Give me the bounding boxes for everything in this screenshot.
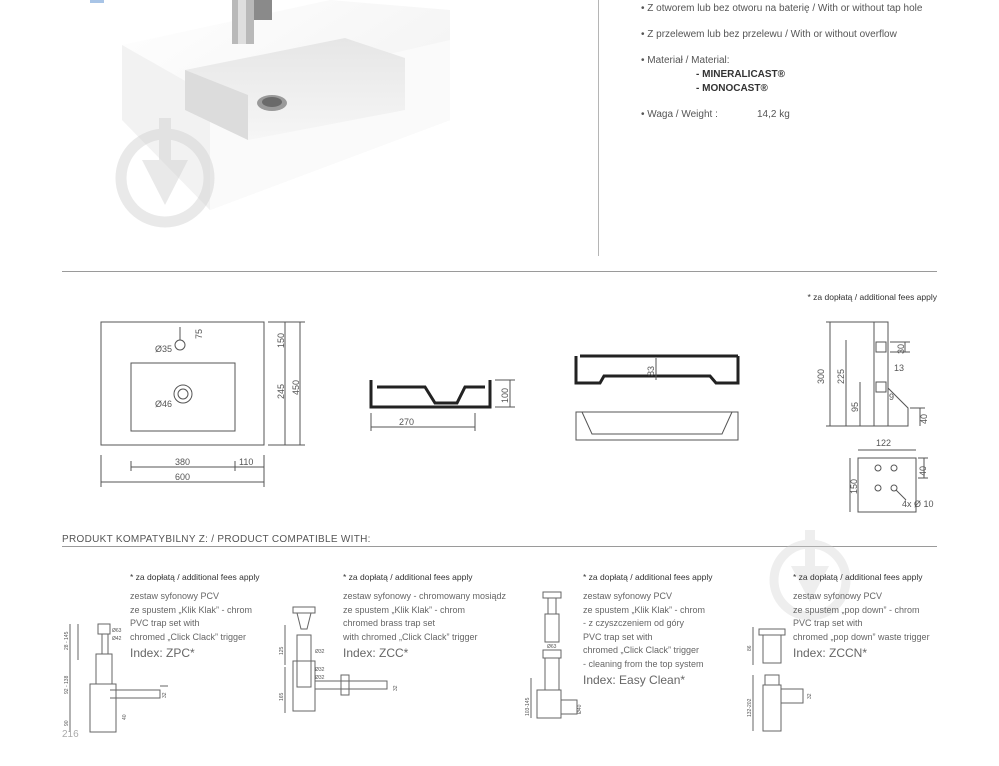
spec-tap-hole: • Z otworem lub bez otworu na baterię / With or without tap hole bbox=[641, 3, 923, 14]
product-card-zpc bbox=[60, 570, 290, 726]
dim-zpc-2: Ø63 bbox=[112, 628, 122, 634]
side-section-drawing bbox=[365, 375, 525, 445]
dim-zpc-7: 32 bbox=[162, 692, 168, 698]
product-desc-line: chromed brass trap set bbox=[343, 618, 436, 628]
compatible-title: PRODUKT KOMPATYBILNY Z: / PRODUCT COMPATIBLE WITH: bbox=[62, 534, 371, 545]
fees-note-drawings: * za dopłatą / additional fees apply bbox=[807, 292, 937, 302]
spec-weight-value: 14,2 kg bbox=[757, 109, 790, 120]
product-desc-line: ze spustem „Klik Klak” - chrom bbox=[343, 604, 466, 615]
dim-40a: 40 bbox=[919, 413, 929, 424]
product-fee-zcc: * za dopłatą / additional fees apply bbox=[343, 572, 473, 582]
dim-zpc-6: 40 bbox=[122, 714, 128, 720]
product-desc-line: ze spustem „Klik Klak” - chrom bbox=[583, 604, 706, 615]
dim-ec-3: Ø40 bbox=[577, 704, 583, 714]
product-desc-line: - cleaning from the top system bbox=[583, 658, 704, 669]
product-desc-line: PVC trap set with bbox=[130, 618, 200, 628]
dim-83: 83 bbox=[646, 365, 656, 376]
spec-material-1: - MINERALICAST® bbox=[696, 69, 786, 80]
product-card-zccn bbox=[735, 570, 965, 720]
dim-zcc-2: Ø32 bbox=[315, 667, 325, 673]
dim-zcc-5: 125 bbox=[279, 646, 285, 655]
product-desc-line: ze spustem „Klik Klak” - chrom bbox=[130, 604, 253, 615]
spec-divider bbox=[598, 0, 599, 256]
product-desc-line: - z czyszczeniem od góry bbox=[583, 618, 685, 628]
product-desc-line: chromed „Click Clack” trigger bbox=[130, 631, 247, 642]
product-index-zccn: Index: ZCCN* bbox=[793, 646, 868, 660]
dim-zcc-3: Ø32 bbox=[315, 675, 325, 681]
mounting-bracket-drawing bbox=[810, 318, 940, 518]
spec-overflow: • Z przelewem lub bez przelewu / With or without overflow bbox=[641, 29, 897, 40]
product-card-easy-clean bbox=[515, 570, 755, 720]
dim-zpc-3: Ø42 bbox=[112, 636, 122, 642]
dim-tap-diameter: Ø35 bbox=[155, 344, 173, 354]
product-desc-line: ze spustem „pop down” - chrom bbox=[793, 604, 920, 615]
trap-drawing-easy-clean bbox=[515, 590, 585, 740]
dim-100: 100 bbox=[500, 387, 510, 403]
dim-zpc-1: 28 - 145 bbox=[64, 631, 70, 650]
product-desc-line: with chromed „Click Clack” trigger bbox=[343, 631, 478, 642]
product-desc-line: PVC trap set with bbox=[793, 618, 863, 628]
dim-122: 122 bbox=[876, 438, 892, 448]
dim-zcc-6: 165 bbox=[279, 692, 285, 701]
front-section-drawing bbox=[570, 350, 750, 445]
page-number: 216 bbox=[62, 729, 79, 740]
dim-drain-diameter: Ø46 bbox=[155, 399, 173, 409]
product-desc-line: zestaw syfonowy - chromowany mosiądz bbox=[343, 591, 507, 601]
dim-600: 600 bbox=[175, 472, 191, 482]
product-desc-line: zestaw syfonowy PCV bbox=[793, 591, 883, 601]
product-card-zcc bbox=[275, 570, 525, 720]
dim-zccn-1: 86 bbox=[747, 645, 753, 651]
product-desc-line: chromed „pop down” waste trigger bbox=[793, 631, 930, 642]
dim-300: 300 bbox=[816, 368, 826, 384]
section-divider-top bbox=[62, 271, 937, 272]
dim-30: 30 bbox=[896, 343, 906, 354]
washbasin-photo bbox=[60, 0, 520, 260]
dim-40b: 40 bbox=[918, 465, 928, 476]
product-desc-line: zestaw syfonowy PCV bbox=[130, 591, 220, 601]
dim-zpc-4: 92 - 138 bbox=[64, 675, 70, 694]
top-view-drawing bbox=[95, 315, 315, 495]
dim-zcc-1: Ø32 bbox=[315, 649, 325, 655]
dim-holes: 4x Ø 10 bbox=[902, 499, 934, 509]
spec-material-2: - MONOCAST® bbox=[696, 83, 768, 94]
product-desc-line: PVC trap set with bbox=[583, 631, 653, 642]
dim-450: 450 bbox=[291, 379, 301, 395]
dim-245: 245 bbox=[276, 383, 286, 399]
dim-ec-1: Ø63 bbox=[547, 644, 557, 650]
dim-95: 95 bbox=[850, 401, 860, 412]
dim-380: 380 bbox=[175, 457, 191, 467]
product-index-zcc: Index: ZCC* bbox=[343, 646, 409, 660]
dim-13: 13 bbox=[894, 363, 905, 373]
dim-zcc-4: 32 bbox=[393, 685, 399, 691]
product-fee-zccn: * za dopłatą / additional fees apply bbox=[793, 572, 923, 582]
dim-75: 75 bbox=[194, 328, 204, 339]
dim-110: 110 bbox=[239, 457, 254, 467]
product-index-easy-clean: Index: Easy Clean* bbox=[583, 673, 686, 687]
dim-zpc-5: 90 bbox=[64, 720, 70, 726]
dim-zccn-3: 32 bbox=[807, 693, 813, 699]
product-desc-line: chromed „Click Clack” trigger bbox=[583, 645, 700, 655]
spec-weight-label: • Waga / Weight : bbox=[641, 109, 718, 120]
product-fee-easy-clean: * za dopłatą / additional fees apply bbox=[583, 572, 713, 582]
dim-150-bracket: 150 bbox=[849, 478, 859, 494]
dim-150: 150 bbox=[276, 332, 286, 348]
spec-material-label: • Materiał / Material: bbox=[641, 55, 730, 66]
dim-ec-2: 103-145 bbox=[525, 697, 531, 716]
dim-270: 270 bbox=[399, 417, 415, 427]
dim-zccn-2: 132-202 bbox=[747, 698, 753, 717]
product-desc-line: zestaw syfonowy PCV bbox=[583, 591, 673, 601]
product-index-zpc: Index: ZPC* bbox=[130, 646, 195, 660]
dim-9: 9 bbox=[889, 392, 895, 402]
product-fee-zpc: * za dopłatą / additional fees apply bbox=[130, 572, 260, 582]
dim-225: 225 bbox=[836, 368, 846, 384]
